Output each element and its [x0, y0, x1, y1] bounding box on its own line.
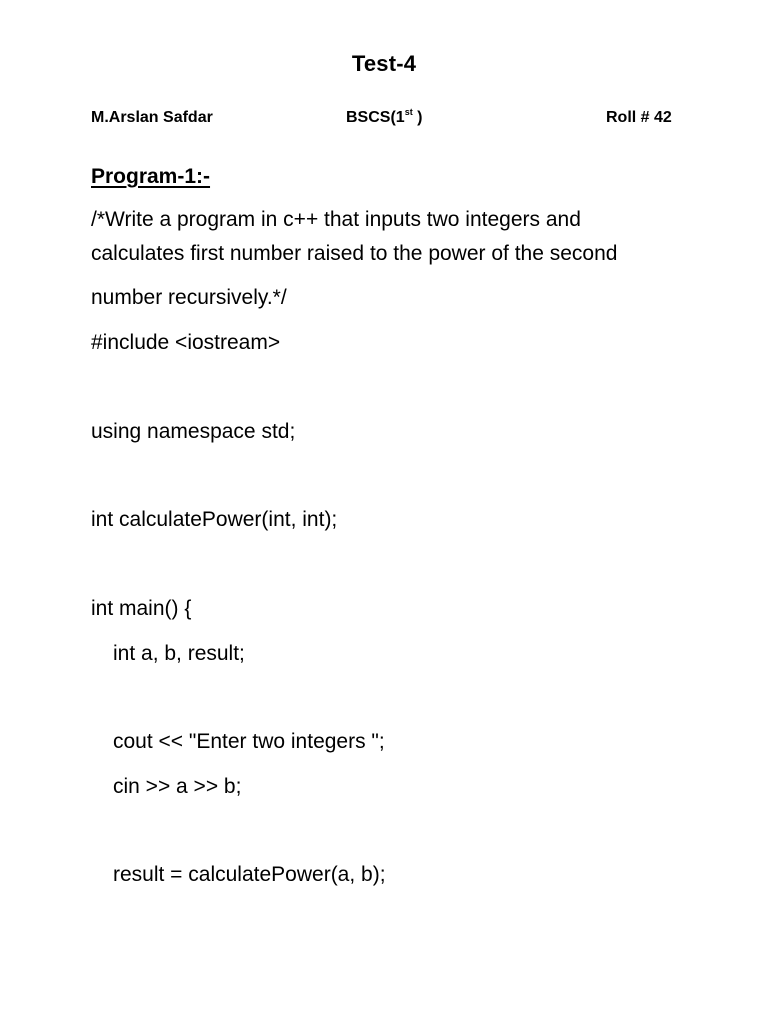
document-title: Test-4	[351, 51, 417, 76]
roll-number: Roll # 42	[606, 109, 672, 126]
comment-line-1: /*Write a program in c++ that inputs two integers and	[91, 208, 581, 231]
course-suffix: )	[412, 109, 423, 126]
code-namespace: using namespace std;	[91, 420, 296, 443]
course-label	[346, 109, 422, 127]
code-prototype: int calculatePower(int, int);	[91, 508, 338, 531]
code-result: result = calculatePower(a, b);	[113, 863, 386, 886]
code-declare-vars: int a, b, result;	[113, 642, 245, 665]
code-cout: cout << "Enter two integers ";	[113, 730, 385, 753]
code-include: #include <iostream>	[91, 331, 281, 354]
comment-line-2: calculates first number raised to the power of the second	[91, 242, 618, 265]
program-heading: Program-1:-	[91, 165, 211, 188]
course-prefix: BSCS(1	[346, 109, 405, 126]
course-superscript: st	[404, 107, 413, 117]
code-cin: cin >> a >> b;	[113, 775, 242, 798]
comment-line-3: number recursively.*/	[91, 286, 287, 309]
code-main-open: int main() {	[91, 597, 192, 620]
student-name: M.Arslan Safdar	[91, 109, 213, 126]
